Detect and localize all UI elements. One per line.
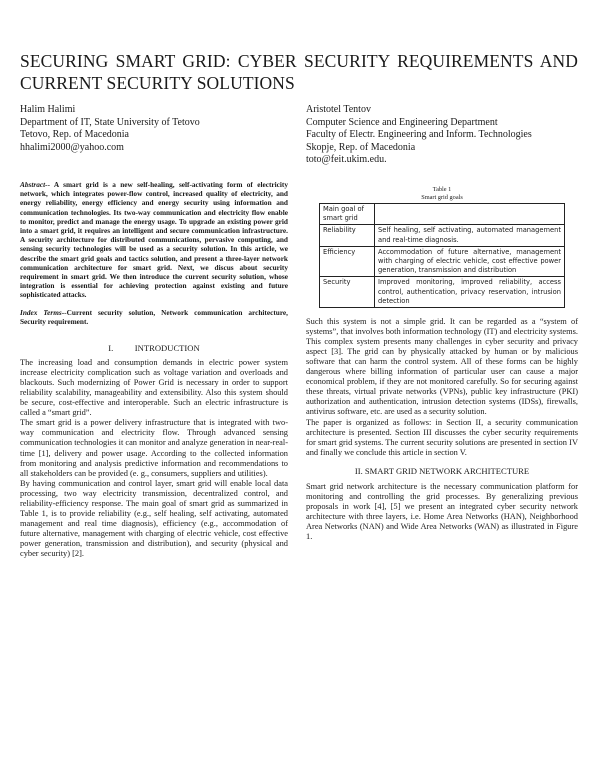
index-terms-lead: Index Terms (20, 307, 62, 317)
table-label: Table 1 (432, 186, 452, 193)
author-name: Halim Halimi (20, 104, 76, 115)
index-terms-text: --Current security solution, Network communication architecture, Security requirement. (20, 307, 288, 326)
intro-paragraph-1: The increasing load and consumption demands in electric power system increase electricity complication such as voltage variation and overloads and blackouts. Such modernizing of Power Grid is necessary in order to support reliability scalability, manageability and extensibility. Also this system should be secure, cost-effective and interoperable. Such an electric infrastructure is called a “smart grid”. (20, 358, 288, 418)
table-caption: Smart grid goals (421, 193, 463, 201)
abstract-text: A smart grid is a new self-healing, self-activating form of electricity network, which integrates power-flow control, increased quality of electricity, and energy reliability, energy efficiency and energy security using information and communication technologies. Its two-way communication and electricity flow enable to monitor, predict and manage the energy usage. To upgrade an existing power grid into a smart grid, it requires an intelligent and secure communication infrastructure. A security architecture for distributed communications, pervasive computing, and sensing security technologies will be used as a security solution. In this article, we describe the smart grid goals and tactics solution, and present a three-layer network communication architecture for smart grid. Next, we discus about security requirement in smart grid. We then introduce the current security solution, whose integration is essential for achieving protection against existing and future sophisticated attacks. (20, 180, 288, 300)
author-location: Skopje, Rep. of Macedonia (306, 141, 416, 153)
author-name: Aristotel Tentov (306, 104, 371, 115)
author-block-2 (306, 104, 532, 167)
right-column (306, 186, 578, 542)
table-cell-key: Security (320, 277, 375, 308)
author-affiliation: Computer Science and Engineering Department (306, 116, 498, 128)
section-heading-architecture: II. SMART GRID NETWORK ARCHITECTURE (354, 465, 530, 476)
intro-paragraph-5: The paper is organized as follows: in Section II, a security communication architecture is presented. Section III discusses the cyber security requirements for smart grid systems. The current security solutions are presented in section IV and finally we conclude this article in section V. (306, 417, 578, 457)
index-terms (20, 308, 288, 326)
table-row (320, 246, 565, 277)
author-location: Tetovo, Rep. of Macedonia (20, 129, 129, 140)
table-cell-key: Efficiency (320, 246, 375, 277)
architecture-paragraph: Smart grid network architecture is the necessary communication platform for monitoring and controlling the grid processes. By generalizing previous proposals in work [4], [5] we present an integrated cyber security network architecture with three layers, i.e. Home Area Networks (HAN), Neighborhood Area Networks (NAN) and Wide Area Networks (WAN) as illustrated in Figure 1. (306, 481, 578, 541)
paper-title: SECURING SMART GRID: CYBER SECURITY REQUIREMENTS AND CURRENT SECURITY SOLUTIONS (20, 51, 578, 93)
intro-paragraph-2: The smart grid is a power delivery infrastructure that is integrated with two-way communication and electricity flow. Through advanced sensing communication technologies it can monitor and analyze generation in near-real-time [1], delivery and power usage. According to the collected information from monitoring and analysis predictive information and recommendations to all stakeholders can be provided (e. g., consumers, suppliers and utilities). (20, 418, 288, 478)
author-email: toto@feit.ukim.edu. (306, 154, 387, 165)
table-cell-value (375, 204, 565, 225)
author-email: hhalimi2000@yahoo.com (20, 141, 124, 153)
intro-paragraph-4: Such this system is not a simple grid. It can be regarded as a “system of systems”, that involves both information technology (IT) and electricity systems. This complex system presents many challenges in cyber security and privacy aspect [3]. The grid can by physically attacked by human or by malicious software that can harm the control system. All of these forms can be highly dangerous where billing information of particular user can cause a major economical problem, if they are not monitored carefully. So for securing against these threats, virtual private networks (VPNs), public key infrastructure (PKI) authorization and authentication, intrusion detection systems (IDSs), firewalls, antivirus software, etc. are used as a security solution. (306, 317, 578, 417)
table-row (320, 277, 565, 308)
author-faculty: Faculty of Electr. Engineering and Inform. Technologies (306, 129, 532, 140)
intro-paragraph-3: By having communication and control layer, smart grid will enable local data processing, two way electricity transmission, decentralized control, and reliability-efficiency response. The main goal of smart grid as summarized in Table 1, is to provide reliability (e.g., self healing, self activating, automated management and real time diagnosis), efficiency (e.g., accommodation of future alternative, management with charging of electric vehicle, cost effective power generation, transmission and distribution), and security (physical and cyber security) [2]. (20, 478, 288, 558)
right-body (306, 317, 578, 542)
table-cell-key: Main goal of smart grid (320, 204, 375, 225)
table-cell-value: Improved monitoring, improved reliability, access control, authentication, privacy reservation, intrusion detection (375, 277, 565, 308)
section-heading-introduction: I. INTRODUCTION (108, 343, 200, 354)
table-cell-value: Self healing, self activating, automated management and real-time diagnosis. (375, 225, 565, 246)
abstract-lead: Abstract-- (20, 180, 50, 189)
table-row (320, 225, 565, 246)
author-affiliation: Department of IT, State University of Tetovo (20, 116, 200, 128)
table-row (320, 204, 565, 225)
table-cell-key: Reliability (320, 225, 375, 246)
smart-grid-goals-table (319, 203, 565, 308)
table-cell-value: Accommodation of future alternative, management with charging of electric vehicle, cost effective power generation, transmission and distribution (375, 246, 565, 277)
author-block-1 (20, 104, 200, 154)
abstract (20, 180, 288, 300)
left-column (20, 180, 288, 559)
